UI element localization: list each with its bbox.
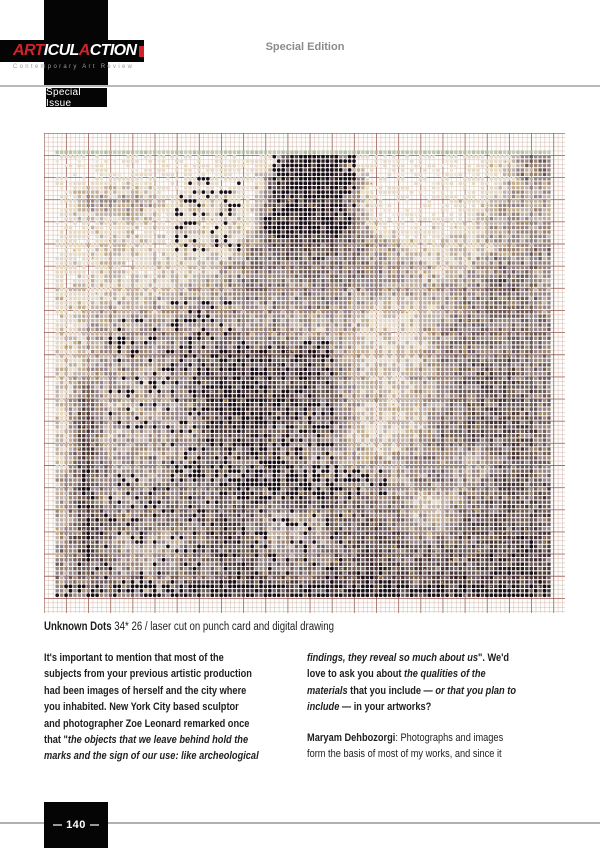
- page-number: 140: [66, 819, 86, 831]
- page-number-dash: [90, 824, 99, 826]
- logo-text-a: A: [78, 42, 90, 59]
- text-line: materials that you include — or that you plan to: [307, 684, 516, 697]
- caption-title: Unknown Dots: [44, 621, 112, 633]
- body-column-left: [44, 650, 300, 779]
- logo-text-icul: ICUL: [43, 42, 79, 59]
- text-line: you inhabited. New York City based sculptor: [44, 701, 239, 714]
- special-issue-box: [46, 88, 107, 107]
- special-issue-label: Special Issue: [46, 86, 81, 109]
- logo-tagline: Contemporary Art Review: [13, 64, 135, 70]
- text-line: had been images of herself and the city where: [44, 684, 247, 697]
- edition-label: Special Edition: [265, 41, 345, 53]
- body-column-right: [307, 650, 556, 776]
- page-number-dash: [53, 824, 62, 826]
- text-line: form the basis of most of my works, and since it: [307, 748, 502, 761]
- logo-text-ction: CTION: [89, 42, 137, 59]
- text-line: findings, they reveal so much about us". We'd: [307, 652, 510, 664]
- artwork-canvas: [44, 133, 565, 613]
- logo-wordmark: [0, 40, 144, 62]
- caption-details: 34* 26 / laser cut on punch card and digital drawing: [111, 621, 334, 633]
- text-line: subjects from your previous artistic production: [44, 668, 252, 681]
- logo-text-art: ART: [13, 42, 44, 59]
- text-line: Maryam Dehbozorgi: Photographs and images: [307, 731, 504, 744]
- text-line: that "the objects that we leave behind hold the: [44, 734, 249, 747]
- page-number-box: [44, 802, 108, 848]
- artwork-caption: [44, 621, 334, 633]
- text-line: and photographer Zoe Leonard remarked once: [44, 717, 250, 730]
- text-line: marks and the sign of our use: like archeological: [44, 750, 259, 763]
- text-line: It's important to mention that most of the: [44, 652, 224, 664]
- logo-accent-block-icon: [139, 46, 144, 57]
- text-line: include — in your artworks?: [307, 701, 432, 714]
- text-line: love to ask you about the qualities of the: [307, 668, 486, 681]
